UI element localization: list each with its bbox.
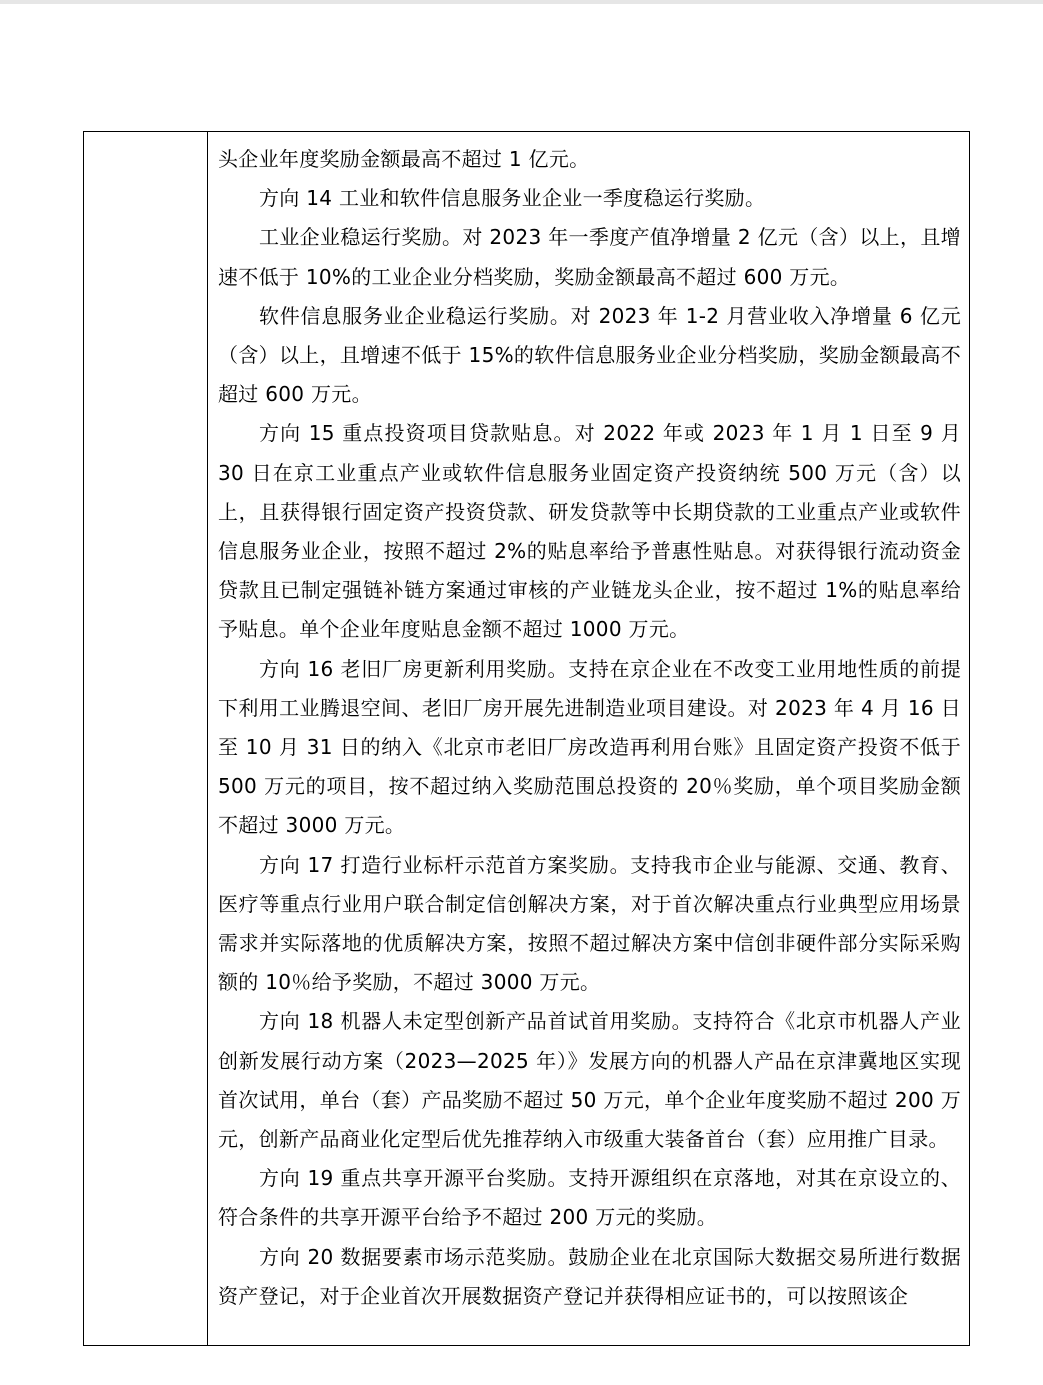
paragraph-direction-18: 方向 18 机器人未定型创新产品首试首用奖励。支持符合《北京市机器人产业创新发展行动方案（2023—2025 年）》发展方向的机器人产品在京津冀地区实现首次试用，单台（套）产品奖励不超过 50 万元，单个企业年度奖励不超过 200 万元，创新产品商业化定型后优先推荐纳入市级重大装备首台（套）应用推广目录。 <box>218 1009 961 1152</box>
paragraph-direction-15: 方向 15 重点投资项目贷款贴息。对 2022 年或 2023 年 1 月 1 日至 9 月 30 日在京工业重点产业或软件信息服务业固定资产投资纳统 500 万元（含）以上，且获得银行固定资产投资贷款、研发贷款等中长期贷款的工业重点产业或软件信息服务业企业，按照不超过 2%的贴息率给予普惠性贴息。对获得银行流动资金贷款且已制定强链补链方案通过审核的产业链龙头企业，按不超过 1%的贴息率给予贴息。单个企业年度贴息金额不超过 1000 万元。 <box>218 421 961 642</box>
table-left-cell <box>84 132 208 1345</box>
paragraph-continuation: 头企业年度奖励金额最高不超过 1 亿元。 <box>218 147 590 171</box>
paragraph-industrial-stable-reward: 工业企业稳运行奖励。对 2023 年一季度产值净增量 2 亿元（含）以上，且增速不低于 10%的工业企业分档奖励，奖励金额最高不超过 600 万元。 <box>218 225 961 289</box>
paragraph-direction-19: 方向 19 重点共享开源平台奖励。支持开源组织在京落地，对其在京设立的、符合条件的共享开源平台给予不超过 200 万元的奖励。 <box>218 1166 961 1230</box>
content-body <box>218 140 961 1316</box>
document-table <box>83 131 970 1346</box>
page-top-band <box>0 0 1043 4</box>
paragraph-direction-17: 方向 17 打造行业标杆示范首方案奖励。支持我市企业与能源、交通、教育、医疗等重点行业用户联合制定信创解决方案，对于首次解决重点行业典型应用场景需求并实际落地的优质解决方案，按照不超过解决方案中信创非硬件部分实际采购额的 10％给予奖励，不超过 3000 万元。 <box>218 852 961 995</box>
paragraph-direction-20: 方向 20 数据要素市场示范奖励。鼓励企业在北京国际大数据交易所进行数据资产登记，对于企业首次开展数据资产登记并获得相应证书的，可以按照该企 <box>218 1244 961 1308</box>
paragraph-direction-16: 方向 16 老旧厂房更新利用奖励。支持在京企业在不改变工业用地性质的前提下利用工业腾退空间、老旧厂房开展先进制造业项目建设。对 2023 年 4 月 16 日至 10 月 31 日的纳入《北京市老旧厂房改造再利用台账》且固定资产投资不低于 500 万元的项目，按不超过纳入奖励范围总投资的 20％奖励，单个项目奖励金额不超过 3000 万元。 <box>218 656 961 838</box>
paragraph-direction-14-heading: 方向 14 工业和软件信息服务业企业一季度稳运行奖励。 <box>259 186 766 211</box>
paragraph-software-stable-reward: 软件信息服务业企业稳运行奖励。对 2023 年 1-2 月营业收入净增量 6 亿元（含）以上，且增速不低于 15%的软件信息服务业企业分档奖励，奖励金额最高不超过 600 万元。 <box>218 303 961 407</box>
table-content-cell <box>209 132 969 1345</box>
